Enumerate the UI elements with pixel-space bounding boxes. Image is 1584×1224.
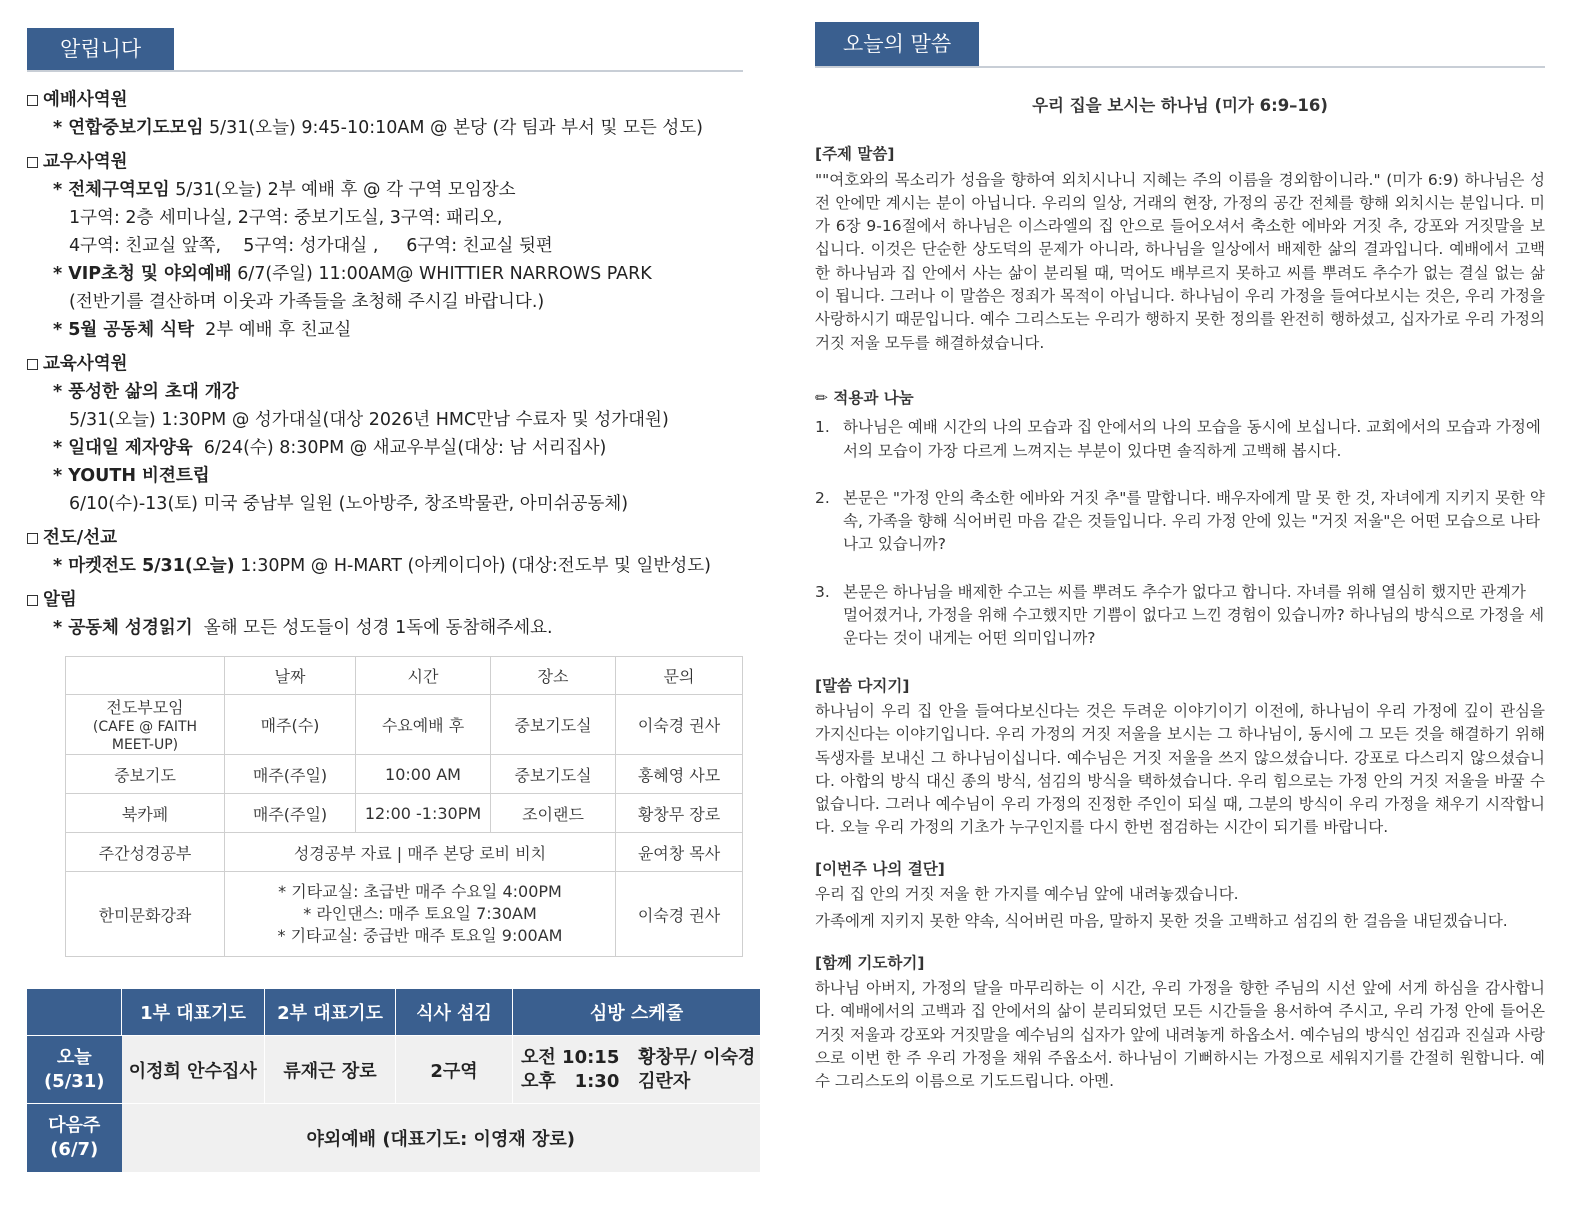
theme-text: ""여호와의 목소리가 성읍을 향하여 외치시나니 지혜는 주의 이름을 경외함이니라." (미가 6:9) 하나님은 성전 안에만 계시는 분이 아닙니다. 우리의 일상, 거래의 현장, 가정의 공간 전체를 향해 외치시는 분입니다. 미가 6장 9-16절에서 하나님은 이스라엘의 집 안으로 들어오셔서 축소한 에바와 거짓 추, 강포와 거짓말을 보십니다. 이것은 단순한 상도덕의 문제가 아니라, 하나님을 일상에서 배제한 삶의 결과입니다. 예배에서 고백한 하나님과 집 안에서 사는 삶이 분리될 때, 먹어도 배부르지 못하고 씨를 뿌려도 추수가 없는 결실 없는 삶이 됩니다. 그러나 이 말씀은 정죄가 목적이 아닙니다. 하나님이 우리 가정을 들여다보시는 것은, 우리 가정을 사랑하시기 때문입니다. 예수 그리스도는 우리가 행하지 못한 정의를 완전히 행하셨고, 십자가로 우리 가정의 거짓 저울 모두를 해결하셨습니다. bbox=[815, 170, 1545, 352]
checkbox-icon bbox=[27, 95, 38, 106]
sermon-title: 우리 집을 보시는 하나님 (미가 6:9–16) bbox=[1032, 96, 1328, 115]
group-title: 알림 bbox=[43, 590, 77, 610]
announcement-list bbox=[27, 86, 743, 642]
sermon-body bbox=[815, 94, 1545, 1093]
prayer-heading: [함께 기도하기] bbox=[815, 953, 925, 972]
announcement-item: * 풍성한 삶의 초대 개강 bbox=[53, 382, 239, 402]
group-worship bbox=[27, 86, 743, 142]
announcement-item: * 전체구역모임 5/31(오늘) 2부 예배 후 @ 각 구역 모임장소 bbox=[53, 180, 516, 200]
table-row: 북카페 매주(주일) 12:00 -1:30PM 조이랜드 황창무 장로 bbox=[66, 794, 743, 833]
theme-heading: [주제 말씀] bbox=[815, 145, 895, 164]
list-item: 3. 본문은 하나님을 배제한 수고는 씨를 뿌려도 추수가 없다고 합니다. 자녀를 위해 열심히 했지만 관계가 멀어졌거나, 가정을 위해 수고했지만 기쁨이 없다고 느낀 경험이 있습니까? 하나님의 방식으로 가정을 세운다는 것이 내게는 어떤 의미입니까? bbox=[815, 582, 1545, 648]
group-title: 전도/선교 bbox=[43, 528, 118, 548]
announcement-detail: 4구역: 친교실 앞쪽, 5구역: 성가대실 , 6구역: 친교실 뒷편 bbox=[69, 236, 553, 256]
announcement-item: * 연합중보기도모임 5/31(오늘) 9:45-10:10AM @ 본당 (각 팀과 부서 및 모든 성도) bbox=[53, 118, 704, 138]
announcement-item: * YOUTH 비젼트립 bbox=[53, 466, 210, 486]
col-date: 날짜 bbox=[225, 657, 356, 695]
table-row: 중보기도 매주(주일) 10:00 AM 중보기도실 홍혜영 사모 bbox=[66, 755, 743, 794]
checkbox-icon bbox=[27, 359, 38, 370]
col-place: 장소 bbox=[491, 657, 616, 695]
announcement-item: * VIP초청 및 야외예배 6/7(주일) 11:00AM@ WHITTIER NARROWS PARK bbox=[53, 264, 652, 284]
sermon-column bbox=[815, 22, 1545, 1093]
announcement-item: * 공동체 성경읽기 올해 모든 성도들이 성경 1독에 동참해주세요. bbox=[53, 618, 553, 638]
announcements-header bbox=[27, 28, 743, 72]
table-row: 다음주 (6/7) 야외예배 (대표기도: 이영재 장로) bbox=[27, 1104, 761, 1172]
checkbox-icon bbox=[27, 157, 38, 168]
list-item: 1. 하나님은 예배 시간의 나의 모습과 집 안에서의 나의 모습을 동시에 보십니다. 교회에서의 모습과 가정에서의 모습이 가장 다르게 느껴지는 부분이 있다면 솔직하게 고백해 봅시다. bbox=[815, 418, 1541, 460]
table-header-row: 1부 대표기도 2부 대표기도 식사 섬김 심방 스케줄 bbox=[27, 989, 761, 1036]
resolve-heading: [말씀 다지기] bbox=[815, 676, 910, 695]
announcement-item: * 5월 공동체 식탁 2부 예배 후 친교실 bbox=[53, 320, 352, 340]
group-title: 교우사역원 bbox=[43, 152, 128, 172]
announcement-item: * 일대일 제자양육 6/24(수) 8:30PM @ 새교우부실(대상: 남 서리집사) bbox=[53, 438, 607, 458]
table-header-row bbox=[66, 657, 743, 695]
ministry-schedule-table bbox=[65, 656, 743, 957]
prayer-text: 하나님 아버지, 가정의 달을 마무리하는 이 시간, 우리 가정을 향한 주님의 시선 앞에 서게 하심을 감사합니다. 예배에서의 고백과 집 안에서의 삶이 분리되었던 모든 시간들을 용서하여 주시고, 우리 가정 안에 들어온 거짓 저울과 강포와 거짓말을 예수님의 십자가 앞에 내려놓게 하옵소서. 예수님의 방식인 섬김과 진실과 사랑으로 이번 한 주 우리 가정을 채워 주옵소서. 하나님이 기뻐하시는 가정으로 세워지기를 간절히 원합니다. 예수 그리스도의 이름으로 기도드립니다. 아멘. bbox=[815, 978, 1545, 1091]
duty-roster-table bbox=[27, 989, 761, 1172]
announcement-detail: 6/10(수)-13(토) 미국 중남부 일원 (노아방주, 창조박물관, 아미쉬공동체) bbox=[69, 494, 629, 514]
col-contact: 문의 bbox=[616, 657, 743, 695]
decision-heading: [이번주 나의 결단] bbox=[815, 859, 945, 878]
group-notice bbox=[27, 586, 743, 642]
apply-list bbox=[815, 416, 1545, 650]
announcement-detail: 1구역: 2층 세미나실, 2구역: 중보기도실, 3구역: 패리오, bbox=[69, 208, 503, 228]
announcement-detail: (전반기를 결산하며 이웃과 가족들을 초청해 주시길 바랍니다.) bbox=[69, 292, 545, 312]
sermon-header bbox=[815, 22, 1545, 68]
decision-line: 가족에게 지키지 못한 약속, 식어버린 마음, 말하지 못한 것을 고백하고 섬김의 한 걸음을 내딛겠습니다. bbox=[815, 912, 1508, 931]
list-item: 2. 본문은 "가정 안의 축소한 에바와 거짓 추"를 말합니다. 배우자에게 말 못 한 것, 자녀에게 지키지 못한 약속, 가족을 향해 식어버린 마음 같은 것들입니다. 우리 가정 안에 있는 "거짓 저울"은 어떤 모습으로 나타나고 있습니까? bbox=[815, 488, 1545, 554]
table-row: 한미문화강좌 * 기타교실: 초급반 매주 수요일 4:00PM * 라인댄스: 매주 토요일 7:30AM * 기타교실: 중급반 매주 토요일 9:00AM 이숙경 권사 bbox=[66, 872, 743, 957]
group-title: 예배사역원 bbox=[43, 90, 128, 110]
group-fellowship bbox=[27, 148, 743, 344]
checkbox-icon bbox=[27, 595, 38, 606]
group-title: 교육사역원 bbox=[43, 354, 128, 374]
checkbox-icon bbox=[27, 533, 38, 544]
table-row: 오늘 (5/31) 이정희 안수집사 류재근 장로 2구역 오전 10:15 황창무/ 이숙경 오후 1:30 김란자 bbox=[27, 1036, 761, 1104]
apply-heading: ✏ 적용과 나눔 bbox=[815, 388, 914, 407]
decision-line: 우리 집 안의 거짓 저울 한 가지를 예수님 앞에 내려놓겠습니다. bbox=[815, 885, 1239, 904]
table-row: 전도부모임 (CAFE @ FAITH MEET-UP) 매주(수) 수요예배 후 중보기도실 이숙경 권사 bbox=[66, 695, 743, 755]
table-row: 주간성경공부 성경공부 자료 | 매주 본당 로비 비치 윤여창 목사 bbox=[66, 833, 743, 872]
group-evangelism bbox=[27, 524, 743, 580]
sermon-header-title: 오늘의 말씀 bbox=[815, 22, 979, 66]
announcements-title: 알립니다 bbox=[27, 28, 174, 70]
col-time: 시간 bbox=[356, 657, 491, 695]
group-education bbox=[27, 350, 743, 518]
announcements-column bbox=[27, 28, 756, 1172]
announcement-item: * 마켓전도 5/31(오늘) 1:30PM @ H-MART (아케이디아) (대상:전도부 및 일반성도) bbox=[53, 556, 711, 576]
resolve-text: 하나님이 우리 집 안을 들여다보신다는 것은 두려운 이야기이기 이전에, 하나님이 우리 가정에 깊이 관심을 가지신다는 이야기입니다. 우리 가정의 거짓 저울을 보시는 그 하나님이, 동시에 그 모든 것을 해결하기 위해 독생자를 보내신 그 하나님이십니다. 예수님은 거짓 저울을 쓰지 않으셨습니다. 강포로 다스리지 않으셨습니다. 아합의 방식 대신 종의 방식, 섬김의 방식을 택하셨습니다. 우리 힘으로는 가정 안의 거짓 저울을 바꿀 수 없습니다. 그러나 예수님이 우리 가정의 진정한 주인이 되실 때, 그분의 방식이 우리 가정을 채우기 시작합니다. 오늘 우리 가정의 기초가 누구인지를 다시 한번 점검하는 시간이 되기를 바랍니다. bbox=[815, 701, 1545, 837]
announcement-detail: 5/31(오늘) 1:30PM @ 성가대실(대상 2026년 HMC만남 수료자 및 성가대원) bbox=[69, 410, 669, 430]
